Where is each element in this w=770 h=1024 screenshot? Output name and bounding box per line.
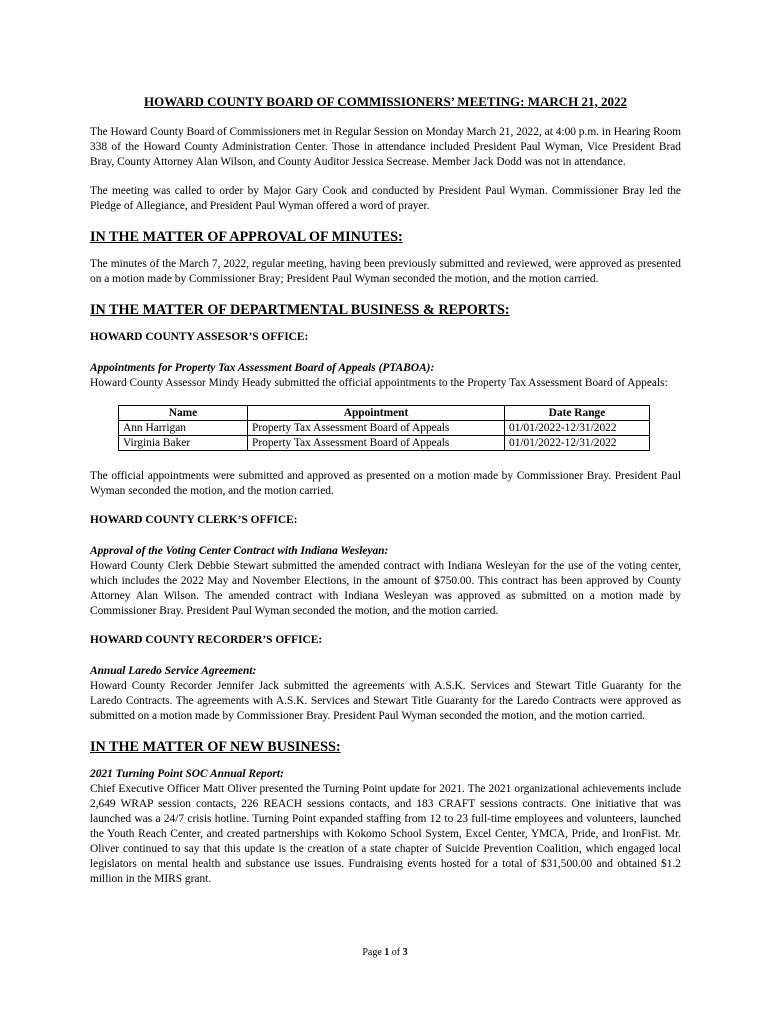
clerk-subheading: Approval of the Voting Center Contract with Indiana Wesleyan: (90, 545, 389, 557)
assessor-paragraph: Howard County Assessor Mindy Heady submitted the official appointments to the Property Tax Assessment Board of Appeals: (90, 377, 668, 389)
intro-paragraph-1: The Howard County Board of Commissioners met in Regular Session on Monday March 21, 2022, at 4:00 p.m. in Hearing Room 338 of the Howard County Administration Center. Those in attendance included President Paul Wyman, Vice President Brad Bray, County Attorney Alan Wilson, and County Auditor Jessica Secrease. Member Jack Dodd was not in attendance. (90, 126, 681, 168)
table-cell-appointment: Property Tax Assessment Board of Appeals (248, 436, 505, 451)
page-of-label: of (389, 947, 403, 958)
minutes-paragraph: The minutes of the March 7, 2022, regular meeting, having been previously submitted and reviewed, were approved as presented on a motion made by Commissioner Bray; President Paul Wyman seconded the motion, and the motion carried. (90, 258, 681, 285)
table-header-date-range: Date Range (505, 406, 650, 421)
page-total: 3 (402, 947, 408, 958)
recorder-heading: HOWARD COUNTY RECORDER’S OFFICE: (90, 634, 323, 646)
new-business-subheading: 2021 Turning Point SOC Annual Report: (90, 768, 284, 780)
page-footer (0, 947, 770, 958)
table-cell-date-range: 01/01/2022-12/31/2022 (505, 436, 650, 451)
recorder-subheading: Annual Laredo Service Agreement: (90, 665, 257, 677)
new-business-paragraph: Chief Executive Officer Matt Oliver presented the Turning Point update for 2021. The 2021 organizational achievements include 2,649 WRAP session contacts, 226 REACH sessions contacts, and 183 CRAFT sessions contracts. One initiative that was launched was a 24/7 crisis hotline. Turning Point expanded staffing from 12 to 23 full-time employees and volunteers, launched the Youth Reach Center, and created partnerships with Kokomo School System, Excel Center, YMCA, Pride, and IronFist. Mr. Oliver continued to say that this update is the creation of a state chapter of Suicide Prevention Coalition, which engaged local legislators on mental health and substance use issues. Fundraising events hosted for a total of $31,500.00 and obtained $1.2 million in the MIRS grant. (90, 783, 681, 885)
section-heading-minutes: IN THE MATTER OF APPROVAL OF MINUTES: (90, 229, 403, 245)
table-header-appointment: Appointment (248, 406, 505, 421)
assessor-approval-paragraph: The official appointments were submitted and approved as presented on a motion made by Commissioner Bray. President Paul Wyman seconded the motion, and the motion carried. (90, 470, 681, 497)
table-row (119, 421, 650, 436)
table-cell-name: Virginia Baker (119, 436, 248, 451)
clerk-heading: HOWARD COUNTY CLERK’S OFFICE: (90, 514, 298, 526)
page-title: HOWARD COUNTY BOARD OF COMMISSIONERS’ MEETING: MARCH 21, 2022 (143, 94, 628, 109)
table-row (119, 436, 650, 451)
section-heading-new-business: IN THE MATTER OF NEW BUSINESS: (90, 739, 341, 755)
table-header-row (119, 406, 650, 421)
document-body (90, 94, 681, 887)
table-cell-appointment: Property Tax Assessment Board of Appeals (248, 421, 505, 436)
table-cell-name: Ann Harrigan (119, 421, 248, 436)
assessor-subheading: Appointments for Property Tax Assessment Board of Appeals (PTABOA): (90, 362, 435, 374)
appointments-table (118, 405, 650, 451)
recorder-paragraph: Howard County Recorder Jennifer Jack submitted the agreements with A.S.K. Services and Stewart Title Guaranty for the Laredo Contracts. The agreements with A.S.K. Services and Stewart Title Guaranty for the Laredo Contracts were approved as submitted on a motion made by Commissioner Bray. President Paul Wyman seconded the motion, and the motion carried. (90, 680, 681, 722)
intro-paragraph-2: The meeting was called to order by Major Gary Cook and conducted by President Paul Wyman. Commissioner Bray led the Pledge of Allegiance, and President Paul Wyman offered a word of prayer. (90, 185, 681, 212)
table-cell-date-range: 01/01/2022-12/31/2022 (505, 421, 650, 436)
clerk-paragraph: Howard County Clerk Debbie Stewart submitted the amended contract with Indiana Wesleyan for the use of the voting center, which includes the 2022 May and November Elections, in the amount of $750.00. This contract has been approved by County Attorney Alan Wilson. The amended contract with Indiana Wesleyan was approved as submitted on a motion made by Commissioner Bray. President Paul Wyman seconded the motion, and the motion carried. (90, 560, 681, 617)
assessor-heading: HOWARD COUNTY ASSESOR’S OFFICE: (90, 331, 309, 343)
page-number: 1 (384, 947, 390, 958)
page-label: Page (362, 947, 385, 958)
table-header-name: Name (119, 406, 248, 421)
section-heading-departmental: IN THE MATTER OF DEPARTMENTAL BUSINESS & REPORTS: (90, 302, 510, 318)
